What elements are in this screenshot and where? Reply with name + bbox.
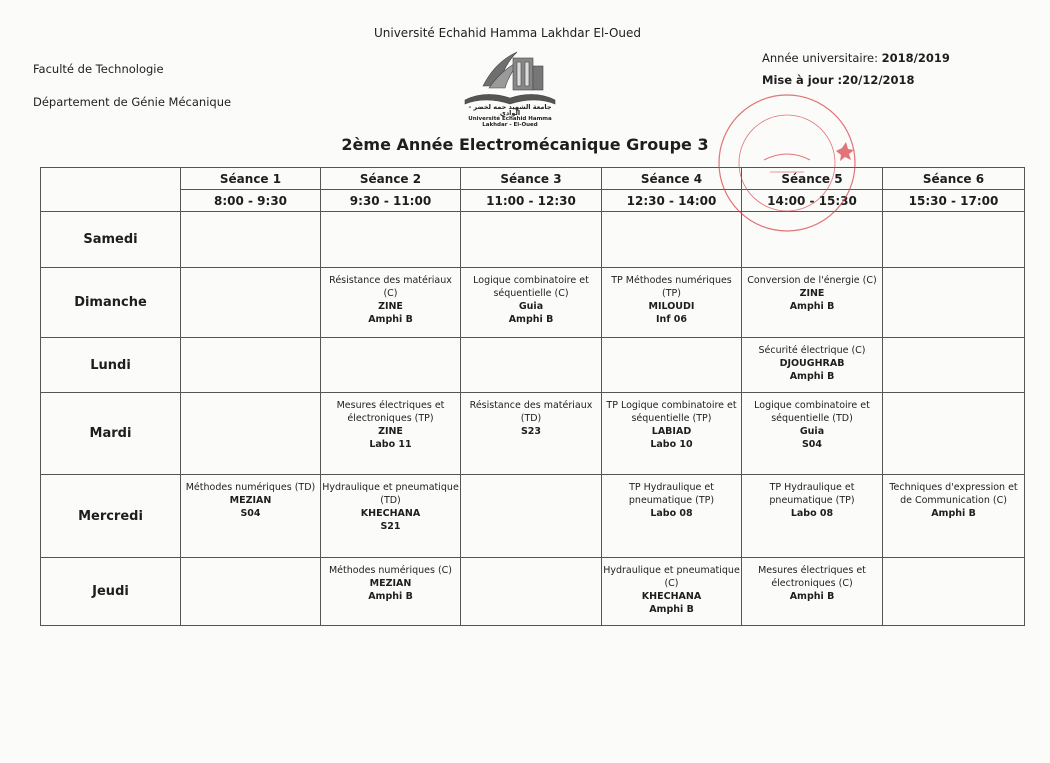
schedule-cell: [602, 338, 742, 393]
schedule-cell: [181, 268, 321, 338]
university-name: Université Echahid Hamma Lakhdar El-Oued: [373, 26, 641, 40]
schedule-cell: [883, 338, 1025, 393]
schedule-line: Hydraulique et pneumatique (C): [603, 565, 740, 589]
department-name: Département de Génie Mécanique: [33, 95, 232, 109]
schedule-line: Mesures électriques et électroniques (TP): [336, 400, 445, 424]
schedule-line: S04: [801, 439, 823, 450]
schedule-line: Résistance des matériaux (TD): [469, 400, 593, 424]
schedule-line: ZINE: [799, 288, 825, 299]
day-row: [41, 475, 1025, 558]
corner-cell: [41, 168, 181, 190]
schedule-line: Amphi B: [789, 591, 835, 602]
schedule-line: Labo 08: [650, 508, 693, 519]
day-row: [41, 268, 1025, 338]
academic-year: [762, 51, 950, 65]
session-time-header: 15:30 - 17:00: [883, 190, 1025, 212]
schedule-line: Amphi B: [931, 508, 976, 519]
schedule-line: Sécurité électrique (C): [758, 345, 866, 356]
schedule-cell: [321, 393, 461, 475]
schedule-line: Conversion de l'énergie (C): [747, 275, 877, 286]
schedule-cell: [742, 338, 883, 393]
schedule-line: Amphi B: [508, 314, 554, 325]
schedule-cell: [602, 212, 742, 268]
schedule-line: MEZIAN: [229, 495, 272, 506]
schedule-line: Guia: [799, 426, 825, 437]
logo-caption-french: Université Echahid Hamma Lakhdar - El-Oued: [468, 116, 552, 128]
schedule-line: TP Hydraulique et pneumatique (TP): [769, 482, 855, 506]
schedule-cell: [883, 475, 1025, 558]
day-row: [41, 558, 1025, 626]
schedule-line: Mesures électriques et électroniques (C): [758, 565, 866, 589]
schedule-cell: [742, 475, 883, 558]
schedule-cell: [461, 475, 602, 558]
session-time-header: 9:30 - 11:00: [321, 190, 461, 212]
schedule-cell: [461, 558, 602, 626]
schedule-line: Labo 10: [650, 439, 693, 450]
schedule-line: Amphi B: [789, 301, 835, 312]
schedule-line: Techniques d'expression et de Communication (C): [889, 482, 1018, 506]
schedule-cell: [742, 268, 883, 338]
session-name-header: Séance 3: [461, 168, 602, 190]
day-row: [41, 338, 1025, 393]
schedule-line: Amphi B: [649, 604, 694, 615]
schedule-line: Labo 11: [369, 439, 412, 450]
session-name-header: Séance 5: [742, 168, 883, 190]
schedule-line: Résistance des matériaux (C): [329, 275, 452, 299]
schedule-cell: [461, 212, 602, 268]
schedule-cell: [742, 393, 883, 475]
corner-cell: [41, 190, 181, 212]
logo-caption-arabic: جامعة الشهيد حمه لخضر - الوادي: [468, 103, 552, 117]
schedule-cell: [883, 268, 1025, 338]
schedule-line: KHECHANA: [360, 508, 421, 519]
schedule-line: MEZIAN: [369, 578, 412, 589]
session-name-row: [41, 168, 1025, 190]
session-time-header: 14:00 - 15:30: [742, 190, 883, 212]
schedule-cell: [461, 338, 602, 393]
page-title: 2ème Année Electromécanique Groupe 3: [341, 135, 709, 154]
day-name: Jeudi: [41, 558, 181, 626]
schedule-cell: [181, 212, 321, 268]
timetable: [40, 167, 1025, 626]
schedule-cell: [602, 558, 742, 626]
session-name-header: Séance 2: [321, 168, 461, 190]
schedule-line: TP Logique combinatoire et séquentielle (TP): [606, 400, 737, 424]
schedule-line: S21: [380, 521, 401, 532]
schedule-line: ZINE: [378, 301, 403, 312]
day-name: Samedi: [41, 212, 181, 268]
schedule-cell: [321, 212, 461, 268]
schedule-line: Méthodes numériques (C): [328, 565, 453, 576]
day-row: [41, 212, 1025, 268]
schedule-line: TP Méthodes numériques (TP): [611, 275, 732, 299]
academic-year-value: 2018/2019: [881, 51, 950, 65]
update-date: [762, 73, 915, 87]
day-name: Mardi: [41, 393, 181, 475]
schedule-cell: [742, 212, 883, 268]
schedule-cell: [181, 475, 321, 558]
schedule-line: Inf 06: [656, 314, 687, 325]
schedule-cell: [321, 475, 461, 558]
session-name-header: Séance 1: [181, 168, 321, 190]
session-time-header: 11:00 - 12:30: [461, 190, 602, 212]
schedule-line: Méthodes numériques (TD): [185, 482, 316, 493]
schedule-line: Guia: [518, 301, 544, 312]
day-row: [41, 393, 1025, 475]
faculty-name: Faculté de Technologie: [33, 62, 164, 76]
schedule-line: LABIAD: [651, 426, 692, 437]
schedule-line: Logique combinatoire et séquentielle (TD): [754, 400, 870, 424]
schedule-cell: [461, 268, 602, 338]
schedule-cell: [321, 558, 461, 626]
session-time-header: 12:30 - 14:00: [602, 190, 742, 212]
schedule-cell: [321, 268, 461, 338]
session-name-header: Séance 6: [883, 168, 1025, 190]
schedule-cell: [742, 558, 883, 626]
schedule-line: S23: [520, 426, 542, 437]
schedule-cell: [181, 338, 321, 393]
session-time-header: 8:00 - 9:30: [181, 190, 321, 212]
schedule-cell: [883, 393, 1025, 475]
schedule-cell: [883, 558, 1025, 626]
schedule-cell: [181, 393, 321, 475]
schedule-cell: [181, 558, 321, 626]
schedule-line: ZINE: [378, 426, 403, 437]
update-value: 20/12/2018: [842, 73, 915, 87]
schedule-cell: [602, 475, 742, 558]
session-time-row: [41, 190, 1025, 212]
day-name: Dimanche: [41, 268, 181, 338]
schedule-cell: [602, 393, 742, 475]
schedule-line: DJOUGHRAB: [779, 358, 845, 369]
timetable-body: [41, 212, 1025, 626]
schedule-line: Labo 08: [790, 508, 834, 519]
schedule-cell: [883, 212, 1025, 268]
schedule-line: Hydraulique et pneumatique (TD): [322, 482, 459, 506]
session-name-header: Séance 4: [602, 168, 742, 190]
schedule-line: KHECHANA: [641, 591, 702, 602]
logo-caption: [458, 104, 562, 128]
academic-year-label: Année universitaire:: [762, 51, 878, 65]
schedule-line: Logique combinatoire et séquentielle (C): [473, 275, 589, 299]
schedule-line: Amphi B: [368, 314, 413, 325]
schedule-cell: [602, 268, 742, 338]
schedule-line: MILOUDI: [648, 301, 695, 312]
schedule-line: Amphi B: [368, 591, 413, 602]
schedule-line: TP Hydraulique et pneumatique (TP): [628, 482, 715, 506]
schedule-cell: [461, 393, 602, 475]
schedule-cell: [321, 338, 461, 393]
day-name: Lundi: [41, 338, 181, 393]
day-name: Mercredi: [41, 475, 181, 558]
update-label: Mise à jour :: [762, 73, 843, 87]
schedule-line: Amphi B: [789, 371, 835, 382]
schedule-line: S04: [240, 508, 261, 519]
